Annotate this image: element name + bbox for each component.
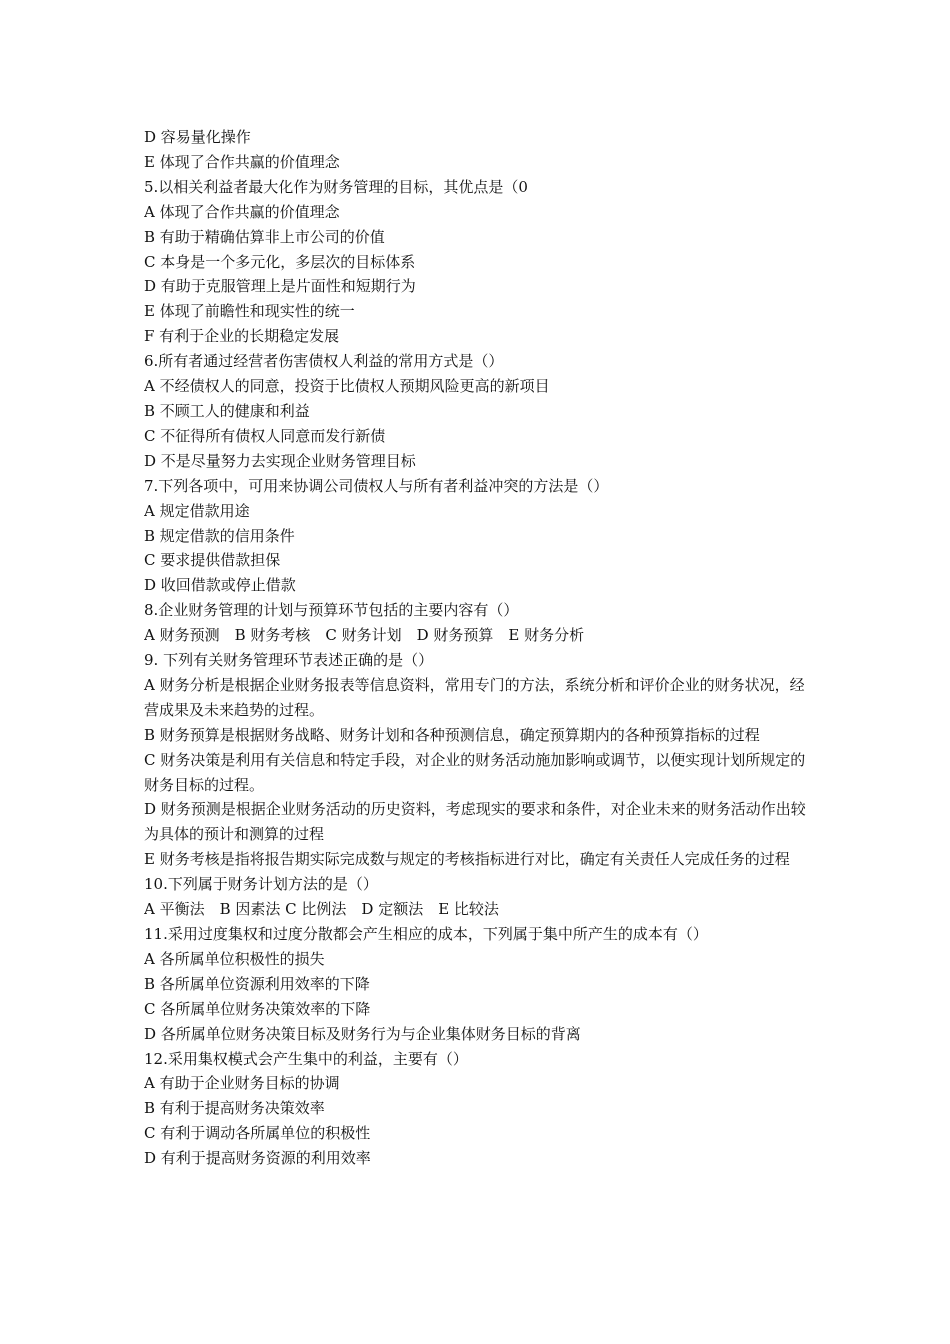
option-line: F 有利于企业的长期稳定发展: [144, 327, 340, 346]
option-line: A 规定借款用途: [144, 501, 250, 520]
document-body: [144, 125, 810, 1171]
option-line: E 体现了合作共赢的价值理念: [144, 152, 340, 171]
question-line: 6.所有者通过经营者伤害债权人利益的常用方式是（）: [144, 352, 504, 371]
question-line: 9. 下列有关财务管理环节表述正确的是（）: [144, 651, 434, 670]
option-line: D 不是尽量努力去实现企业财务管理目标: [144, 451, 416, 470]
option-line: B 各所属单位资源利用效率的下降: [144, 974, 370, 993]
option-line: A 平衡法 B 因素法 C 比例法 D 定额法 E 比较法: [144, 900, 499, 919]
question-line: 10.下列属于财务计划方法的是（）: [144, 875, 378, 894]
question-line: 8.企业财务管理的计划与预算环节包括的主要内容有（）: [144, 601, 519, 620]
option-line: A 体现了合作共赢的价值理念: [144, 202, 340, 221]
option-line: D 有助于克服管理上是片面性和短期行为: [144, 277, 416, 296]
option-paragraph: E 财务考核是指将报告期实际完成数与规定的考核指标进行对比，确定有关责任人完成任务的过程: [144, 850, 790, 869]
option-line: C 有利于调动各所属单位的积极性: [144, 1124, 371, 1143]
option-line: D 各所属单位财务决策目标及财务行为与企业集体财务目标的背离: [144, 1024, 581, 1043]
question-line: 7.下列各项中，可用来协调公司债权人与所有者利益冲突的方法是（）: [144, 476, 609, 495]
option-line: D 有利于提高财务资源的利用效率: [144, 1149, 371, 1168]
option-line: E 体现了前瞻性和现实性的统一: [144, 302, 355, 321]
option-line: D 收回借款或停止借款: [144, 576, 296, 595]
option-line: C 各所属单位财务决策效率的下降: [144, 999, 371, 1018]
option-paragraph: C 财务决策是利用有关信息和特定手段，对企业的财务活动施加影响或调节，以便实现计划所规定的财务目标的过程。: [144, 750, 806, 794]
option-paragraph: D 财务预测是根据企业财务活动的历史资料，考虑现实的要求和条件，对企业未来的财务活动作出较为具体的预计和测算的过程: [144, 800, 806, 844]
option-line: B 不顾工人的健康和利益: [144, 401, 310, 420]
option-line: B 有助于精确估算非上市公司的价值: [144, 227, 385, 246]
option-line: D 容易量化操作: [144, 128, 251, 146]
question-line: 5.以相关利益者最大化作为财务管理的目标，其优点是（0: [144, 177, 528, 196]
option-line: B 规定借款的信用条件: [144, 526, 295, 545]
option-line: A 财务预测 B 财务考核 C 财务计划 D 财务预算 E 财务分析: [144, 626, 585, 645]
option-line: A 各所属单位积极性的损失: [144, 949, 325, 968]
option-line: A 不经债权人的同意，投资于比债权人预期风险更高的新项目: [144, 377, 550, 396]
question-line: 11.采用过度集权和过度分散都会产生相应的成本，下列属于集中所产生的成本有（）: [144, 925, 708, 943]
option-paragraph: B 财务预算是根据财务战略、财务计划和各种预测信息，确定预算期内的各种预算指标的过程: [144, 725, 760, 744]
question-line: 12.采用集权模式会产生集中的利益，主要有（）: [144, 1049, 468, 1068]
option-line: C 要求提供借款担保: [144, 551, 281, 570]
option-line: C 本身是一个多元化，多层次的目标体系: [144, 252, 416, 271]
option-paragraph: A 财务分析是根据企业财务报表等信息资料，常用专门的方法，系统分析和评价企业的财务状况，经营成果及未来趋势的过程。: [144, 675, 805, 719]
option-line: A 有助于企业财务目标的协调: [144, 1074, 340, 1093]
option-line: C 不征得所有债权人同意而发行新债: [144, 426, 386, 445]
option-line: B 有利于提高财务决策效率: [144, 1099, 325, 1118]
